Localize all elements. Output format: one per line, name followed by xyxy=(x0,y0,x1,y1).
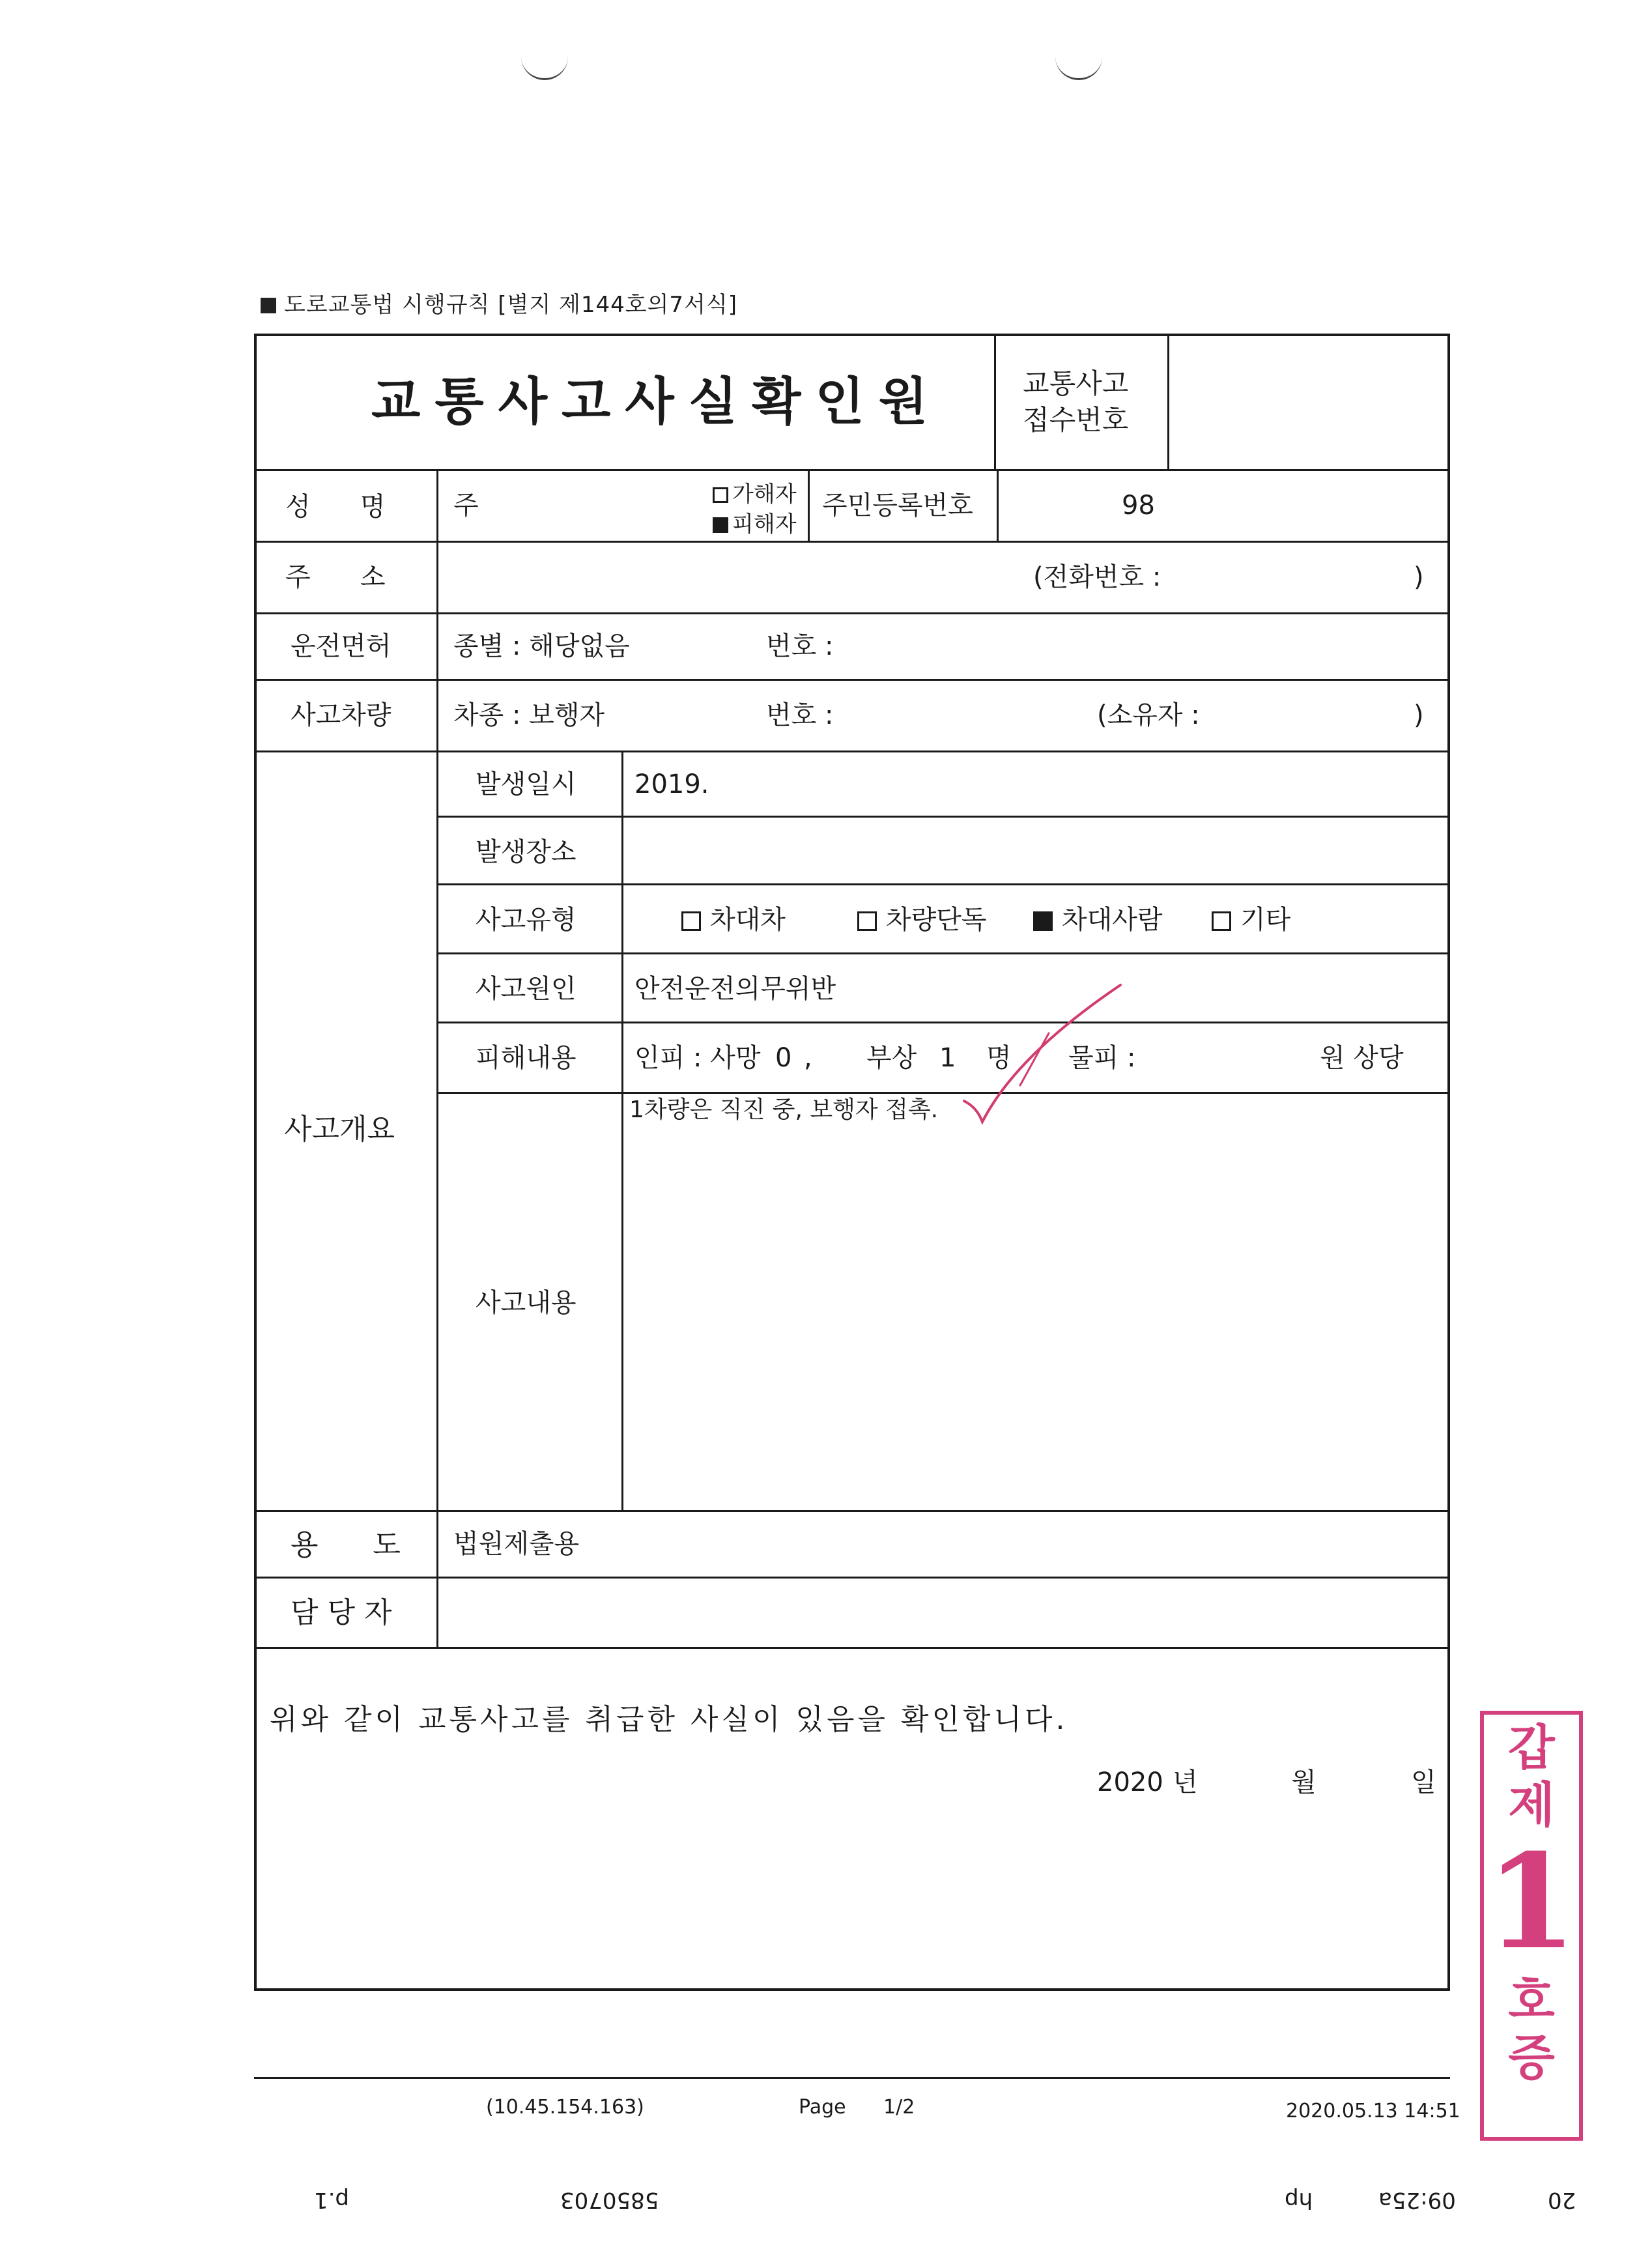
license-number-label: 번호 : xyxy=(766,631,834,661)
damage-property-label: 물피 : xyxy=(1068,1043,1136,1073)
summary-label: 사고개요 xyxy=(284,1113,395,1146)
fax-time: 09:25a xyxy=(1378,2187,1456,2213)
other-checkbox-icon xyxy=(1212,911,1231,931)
role-victim: 피해자 xyxy=(713,513,797,536)
car-to-car-checkbox-icon xyxy=(681,911,701,931)
offender-checkbox-icon xyxy=(713,487,728,503)
fax-number: 5850703 xyxy=(560,2187,659,2213)
damage-injury-label: 부상 xyxy=(866,1043,917,1073)
damage-amount-label: 원 상당 xyxy=(1320,1043,1404,1073)
damage-injury-count: 1 xyxy=(939,1043,956,1073)
damage-injury-unit: 명 xyxy=(986,1043,1012,1073)
role-offender: 가해자 xyxy=(713,483,797,506)
damage-death-count: 0 xyxy=(775,1043,792,1073)
form-title: 교통사고사실확인원 xyxy=(371,373,943,431)
footer-timestamp: 2020.05.13 14:51 xyxy=(1286,2100,1460,2122)
vehicle-owner-close: ) xyxy=(1414,700,1424,730)
phone-close: ) xyxy=(1414,562,1424,592)
name-value: 주 xyxy=(453,491,479,521)
content-label: 사고내용 xyxy=(476,1288,577,1318)
purpose-value: 법원제출용 xyxy=(453,1529,580,1559)
check-mark-icon xyxy=(958,977,1127,1127)
evidence-stamp: 갑 제 1 호 증 xyxy=(1480,1711,1583,2141)
license-type: 종별 : 해당없음 xyxy=(453,631,630,661)
confirmation-year-unit: 년 xyxy=(1173,1767,1198,1797)
fax-page: p.1 xyxy=(314,2187,350,2213)
address-label: 주 소 xyxy=(285,562,386,592)
confirmation-day-unit: 일 xyxy=(1411,1767,1436,1797)
resident-number-value: 98 xyxy=(1122,491,1155,521)
damage-label: 피해내용 xyxy=(476,1043,577,1073)
date-label: 발생일시 xyxy=(476,769,577,799)
bullet-square-icon xyxy=(261,298,276,313)
reception-label-line2: 접수번호 xyxy=(1023,404,1129,436)
type-option-car-to-person: 차대사람 xyxy=(1033,907,1163,933)
date-value: 2019. xyxy=(634,769,709,799)
cause-value: 안전운전의무위반 xyxy=(634,974,836,1004)
footer-rule xyxy=(254,2077,1450,2079)
confirmation-statement: 위와 같이 교통사고를 취급한 사실이 있음을 확인합니다. xyxy=(270,1703,1068,1736)
type-option-car-to-car: 차대차 xyxy=(681,907,786,933)
vehicle-owner-label: (소유자 : xyxy=(1097,700,1200,730)
officer-label: 담 당 자 xyxy=(291,1596,392,1629)
place-label: 발생장소 xyxy=(476,837,577,867)
resident-number-label: 주민등록번호 xyxy=(822,491,973,521)
damage-comma: , xyxy=(804,1043,812,1073)
confirmation-month-unit: 월 xyxy=(1291,1767,1317,1797)
punch-hole-right xyxy=(1055,52,1102,80)
purpose-label: 용 도 xyxy=(291,1528,401,1562)
car-to-person-checkbox-icon xyxy=(1033,911,1053,931)
license-label: 운전면허 xyxy=(291,631,392,661)
damage-human-label: 인피 : 사망 xyxy=(634,1043,761,1073)
fax-brand: hp xyxy=(1285,2187,1313,2213)
punch-hole-left xyxy=(521,52,568,80)
vehicle-label: 사고차량 xyxy=(291,700,392,730)
fax-day: 20 xyxy=(1548,2187,1576,2213)
single-vehicle-checkbox-icon xyxy=(857,911,877,931)
phone-label: (전화번호 : xyxy=(1033,562,1161,592)
footer-page-value: 1/2 xyxy=(883,2096,915,2119)
confirmation-year: 2020 xyxy=(1097,1767,1163,1797)
footer-ip: (10.45.154.163) xyxy=(486,2096,644,2119)
content-value: 1차량은 직진 중, 보행자 접촉. xyxy=(629,1096,939,1123)
footer-page-label: Page xyxy=(799,2096,846,2119)
vehicle-type: 차종 : 보행자 xyxy=(453,700,605,730)
type-option-other: 기타 xyxy=(1212,907,1290,933)
cause-label: 사고원인 xyxy=(476,974,577,1004)
victim-checkbox-icon xyxy=(713,517,728,533)
form-number: 도로교통법 시행규칙 [별지 제144호의7서식] xyxy=(261,287,737,319)
name-label: 성 명 xyxy=(285,492,386,522)
type-label: 사고유형 xyxy=(476,905,577,935)
type-option-single-vehicle: 차량단독 xyxy=(857,907,987,933)
vehicle-number-label: 번호 : xyxy=(766,700,834,730)
reception-label-line1: 교통사고 xyxy=(1023,367,1129,399)
